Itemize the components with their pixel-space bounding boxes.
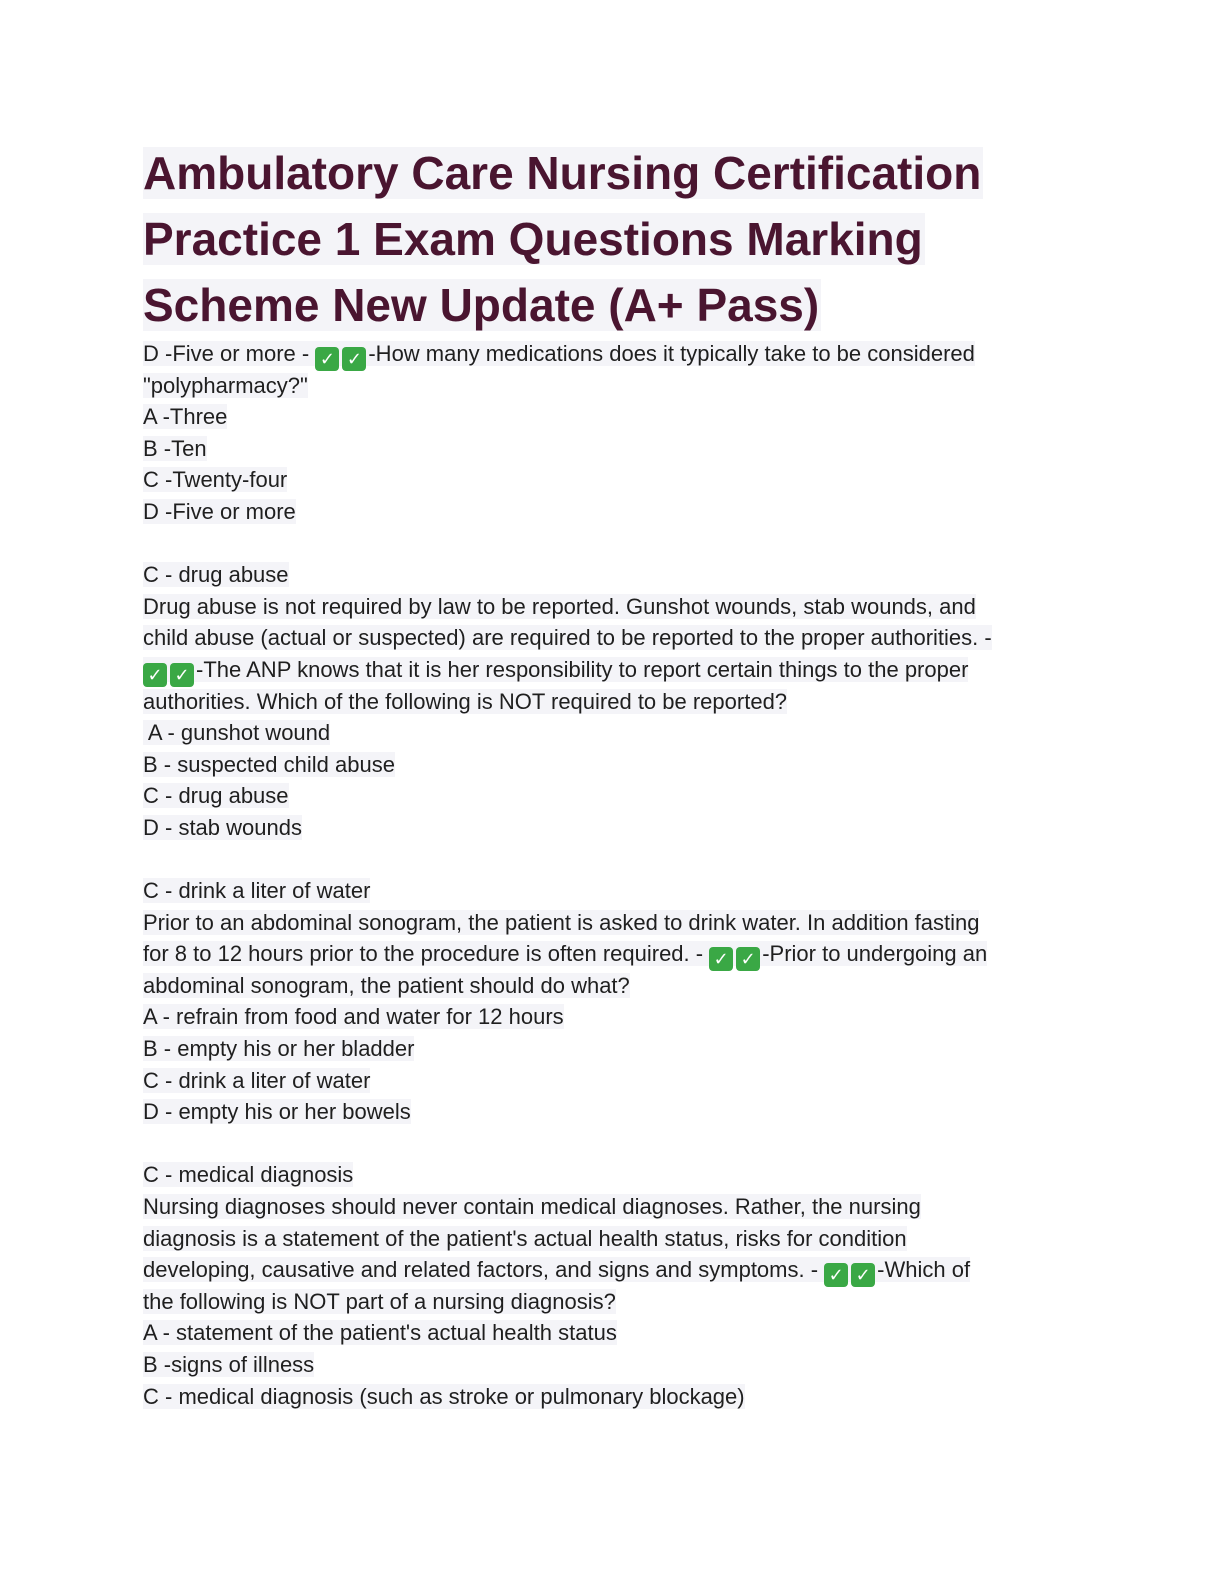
- q2-question-line: ✓ ✓ -The ANP knows that it is her responsibility to report certain things to the proper: [143, 654, 1073, 686]
- q2-question-line-2: authorities. Which of the following is NOT required to be reported?: [143, 688, 788, 714]
- spacer: [143, 528, 1073, 560]
- q1-question-line-2: "polypharmacy?": [143, 372, 308, 398]
- q1-option-c: C -Twenty-four: [143, 467, 288, 493]
- q4-option-b: B -signs of illness: [143, 1352, 315, 1377]
- title-line-1: Ambulatory Care Nursing Certification: [143, 147, 982, 199]
- q3-answer: C - drink a liter of water: [143, 878, 371, 904]
- document-page: [143, 140, 1073, 1412]
- q4-option-a: A - statement of the patient's actual health status: [143, 1320, 617, 1346]
- document-title: [143, 140, 1073, 338]
- question-list: [143, 338, 1073, 1412]
- q3-option-a: A - refrain from food and water for 12 hours: [143, 1004, 564, 1030]
- q2-option-a: A - gunshot wound: [143, 720, 331, 746]
- check-mark-icon: ✓: [709, 947, 733, 971]
- check-mark-icon: ✓: [824, 1263, 848, 1287]
- q2-answer: C - drug abuse: [143, 562, 289, 588]
- q1-option-b: B -Ten: [143, 435, 207, 461]
- q2-option-b: B - suspected child abuse: [143, 751, 395, 777]
- q1-option-a: A -Three: [143, 404, 228, 430]
- q2-explanation-2: child abuse (actual or suspected) are required to be reported to the proper authorities. -: [143, 625, 992, 651]
- check-mark-icon: ✓: [851, 1263, 875, 1287]
- q2-option-d: D - stab wounds: [143, 814, 302, 840]
- spacer: [143, 1128, 1073, 1160]
- q2-explanation-1: Drug abuse is not required by law to be reported. Gunshot wounds, stab wounds, and: [143, 593, 976, 619]
- check-mark-icon: ✓: [736, 947, 760, 971]
- check-mark-icon: ✓: [143, 663, 167, 687]
- q4-explanation-2: diagnosis is a statement of the patient's actual health status, risks for condition: [143, 1225, 907, 1251]
- q4-explanation-1: Nursing diagnoses should never contain medical diagnoses. Rather, the nursing: [143, 1194, 921, 1220]
- title-line-2: Practice 1 Exam Questions Marking: [143, 213, 923, 265]
- check-mark-icon: ✓: [315, 347, 339, 371]
- q3-explanation-2: for 8 to 12 hours prior to the procedure is often required. - ✓ ✓ -Prior to undergoing an: [143, 941, 988, 970]
- q4-explanation-3: developing, causative and related factors, and signs and symptoms. - ✓ ✓ -Which of: [143, 1257, 971, 1286]
- q2-option-c: C - drug abuse: [143, 783, 289, 809]
- q4-question-line: the following is NOT part of a nursing diagnosis?: [143, 1288, 616, 1314]
- q4-option-c: C - medical diagnosis (such as stroke or pulmonary blockage): [143, 1383, 745, 1409]
- q3-option-b: B - empty his or her bladder: [143, 1036, 415, 1062]
- check-mark-icon: ✓: [170, 663, 194, 687]
- q3-question-line: abdominal sonogram, the patient should do what?: [143, 972, 630, 998]
- q3-explanation-1: Prior to an abdominal sonogram, the patient is asked to drink water. In addition fasting: [143, 909, 980, 935]
- title-line-3: Scheme New Update (A+ Pass): [143, 279, 820, 331]
- spacer: [143, 844, 1073, 876]
- q1-option-d: D -Five or more: [143, 498, 296, 524]
- check-mark-icon: ✓: [342, 347, 366, 371]
- q3-option-c: C - drink a liter of water: [143, 1067, 371, 1093]
- q1-question-line: D -Five or more - ✓ ✓ -How many medications does it typically take to be considered: [143, 341, 975, 369]
- q4-answer: C - medical diagnosis: [143, 1162, 354, 1188]
- q3-option-d: D - empty his or her bowels: [143, 1099, 411, 1125]
